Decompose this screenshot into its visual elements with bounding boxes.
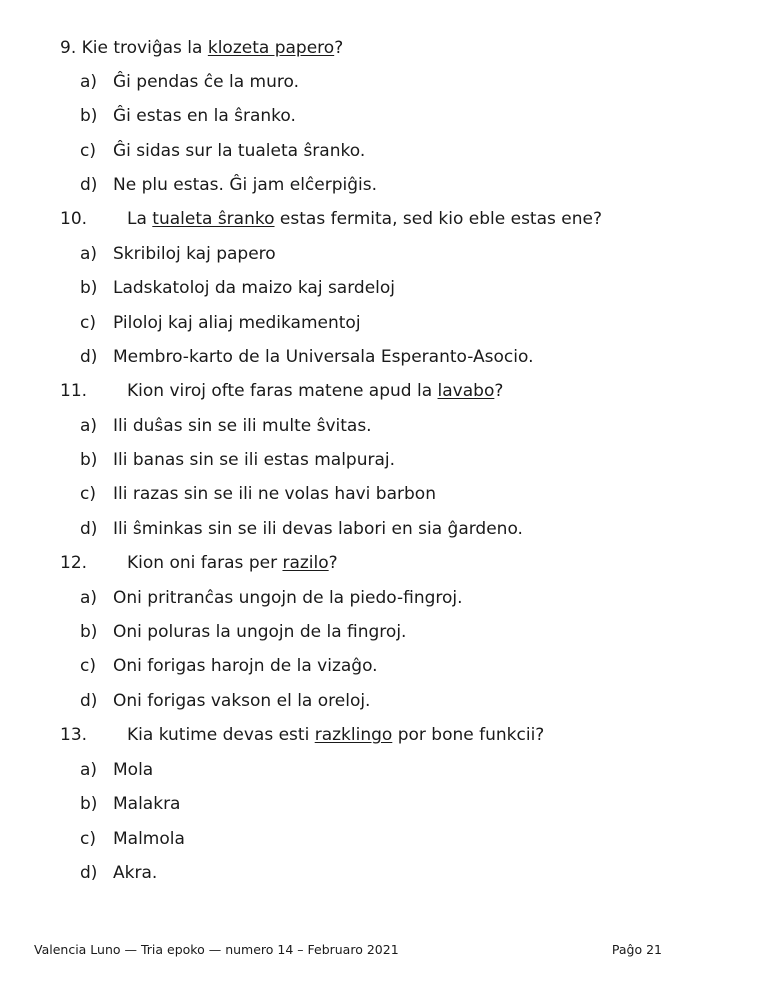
option-13d [80,863,157,883]
question-text: Kia kutime devas esti [127,725,315,745]
footer-publication: Valencia Luno — Tria epoko — numero 14 – Februaro 2021 [34,942,399,957]
option-text: Ili razas sin se ili ne volas havi barbon [113,484,436,504]
question-keyword: razklingo [314,725,393,745]
option-letter: b) [80,106,98,126]
option-text: Membro-karto de la Universala Esperanto-Asocio. [113,347,534,367]
option-9a [80,72,299,92]
option-letter: c) [80,656,96,676]
option-text: Akra. [113,863,158,883]
option-12d [80,691,370,711]
option-text: Oni forigas harojn de la vizaĝo. [113,656,378,676]
option-text: Ĝi estas en la ŝranko. [113,106,296,126]
question-keyword: tualeta ŝranko [152,209,275,229]
option-12c [80,656,378,676]
option-text: Oni forigas vakson el la oreloj. [113,691,371,711]
option-text: Malakra [113,794,181,814]
option-text: Mola [113,760,154,780]
option-11a [80,416,372,436]
question-number: 13. [60,725,88,745]
option-text: Ili duŝas sin se ili multe ŝvitas. [113,416,372,436]
question-text: Kie troviĝas la [81,38,208,58]
option-text: Skribiloj kaj papero [113,244,276,264]
option-letter: d) [80,347,98,367]
question-11 [60,381,503,401]
option-10b [80,278,395,298]
question-text-end: ? [328,553,338,573]
option-text: Piloloj kaj aliaj medikamentoj [113,313,361,333]
option-13a [80,760,153,780]
option-11c [80,484,436,504]
question-13 [60,725,544,745]
option-letter: c) [80,141,96,161]
question-text-end: ? [334,38,344,58]
option-letter: c) [80,829,96,849]
question-text: Kion oni faras per [127,553,283,573]
question-number: 10. [60,209,88,229]
question-text-end: por bone funkcii? [392,725,545,745]
option-letter: d) [80,691,98,711]
option-letter: b) [80,622,98,642]
option-letter: a) [80,760,98,780]
option-text: Ĝi sidas sur la tualeta ŝranko. [113,141,366,161]
option-10d [80,347,533,367]
option-text: Ili banas sin se ili estas malpuraj. [113,450,396,470]
question-text: La [127,209,153,229]
option-13c [80,829,185,849]
option-letter: c) [80,313,96,333]
question-text-end: estas fermita, sed kio eble estas ene? [274,209,602,229]
option-text: Ĝi pendas ĉe la muro. [113,72,300,92]
question-text: Kion viroj ofte faras matene apud la [127,381,438,401]
question-keyword: lavabo [437,381,495,401]
option-11d [80,519,523,539]
question-9 [60,38,343,58]
option-letter: b) [80,278,98,298]
option-letter: c) [80,484,96,504]
option-9c [80,141,365,161]
question-number: 11. [60,381,88,401]
question-number: 12. [60,553,88,573]
option-text: Malmola [113,829,185,849]
question-12 [60,553,338,573]
option-letter: a) [80,72,98,92]
option-13b [80,794,180,814]
option-text: Oni poluras la ungojn de la fingroj. [113,622,407,642]
option-letter: b) [80,794,98,814]
question-10 [60,209,602,229]
option-text: Ili ŝminkas sin se ili devas labori en sia ĝardeno. [113,519,523,539]
option-letter: a) [80,244,98,264]
option-12b [80,622,406,642]
question-keyword: klozeta papero [207,38,335,58]
option-letter: a) [80,416,98,436]
footer-page-number: Paĝo 21 [611,942,662,957]
option-letter: d) [80,519,98,539]
option-text: Ne plu estas. Ĝi jam elĉerpiĝis. [113,175,378,195]
question-keyword: razilo [282,553,329,573]
option-text: Oni pritranĉas ungojn de la piedo-fingroj. [113,588,463,608]
option-9d [80,175,377,195]
option-letter: d) [80,863,98,883]
option-10c [80,313,361,333]
option-11b [80,450,395,470]
question-number: 9. [60,38,77,58]
option-9b [80,106,296,126]
option-text: Ladskatoloj da maizo kaj sardeloj [113,278,396,298]
option-10a [80,244,276,264]
option-12a [80,588,463,608]
option-letter: a) [80,588,98,608]
option-letter: d) [80,175,98,195]
option-letter: b) [80,450,98,470]
question-text-end: ? [494,381,504,401]
